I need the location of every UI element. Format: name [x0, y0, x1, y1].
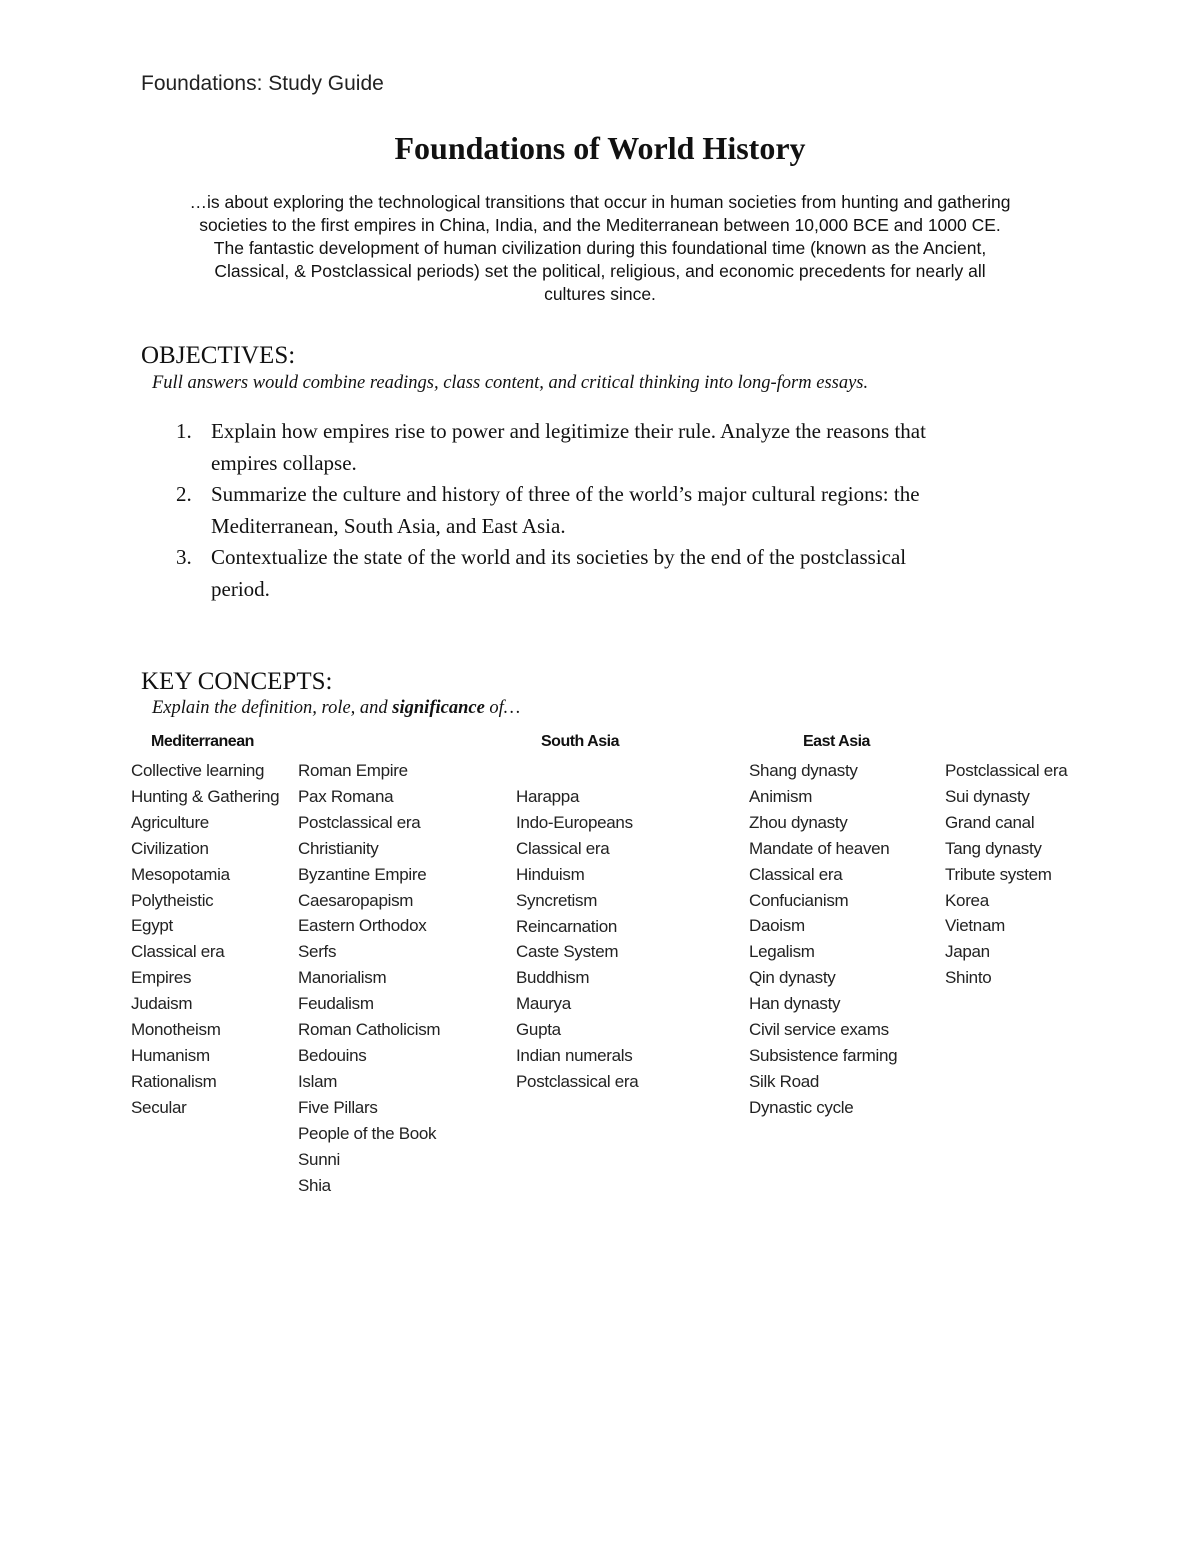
concept-item: Buddhism — [516, 968, 590, 988]
concept-item: Islam — [298, 1071, 338, 1091]
concept-item: Subsistence farming — [749, 1045, 898, 1065]
concept-item: Five Pillars — [298, 1097, 378, 1117]
concept-item: Judaism — [131, 994, 193, 1014]
concept-item: Pax Romana — [298, 786, 394, 806]
region-heading-south-asia: South Asia — [541, 733, 619, 750]
concept-item: Secular — [131, 1097, 187, 1117]
concept-item: Byzantine Empire — [298, 864, 427, 884]
concept-column-mediterranean-2 — [298, 758, 440, 1198]
concept-item: Collective learning — [131, 761, 265, 780]
intro-line: …is about exploring the technological transitions that occur in human societies from hunting and gathering — [189, 192, 1011, 212]
concept-item: Empires — [131, 968, 192, 988]
concept-item: People of the Book — [298, 1123, 437, 1143]
concept-item: Shia — [298, 1175, 331, 1195]
concept-item: Syncretism — [516, 890, 598, 910]
concept-item: Hinduism — [516, 864, 585, 884]
concept-item: Animism — [749, 786, 813, 806]
concept-item: Caesaropapism — [298, 890, 414, 910]
concept-item: Indian numerals — [516, 1046, 633, 1066]
page-title: Foundations of World History — [394, 130, 806, 166]
concept-item: Confucianism — [749, 890, 849, 910]
concept-item: Classical era — [749, 864, 843, 884]
concept-item: Civil service exams — [749, 1020, 889, 1040]
concept-item: Classical era — [516, 838, 610, 858]
intro-line: societies to the first empires in China, India, and the Mediterranean between 10,000 BCE and 1000 CE. — [199, 215, 1001, 235]
intro-line: The fantastic development of human civilization during this foundational time (known as the Ancient, — [213, 238, 987, 258]
concept-column-east-asia-2 — [945, 758, 1067, 991]
objective-text: Mediterranean, South Asia, and East Asia. — [211, 513, 566, 538]
concept-item: Sui dynasty — [945, 786, 1030, 806]
concept-item: Serfs — [298, 942, 337, 962]
concept-column-south-asia — [516, 784, 638, 1095]
concept-item: Postclassical era — [945, 761, 1068, 780]
concept-item: Tang dynasty — [945, 838, 1042, 858]
region-heading-east-asia: East Asia — [803, 733, 870, 750]
concept-item: Han dynasty — [749, 994, 841, 1014]
note-text: Explain the definition, role, and — [152, 698, 393, 718]
concept-item: Manorialism — [298, 968, 387, 988]
concept-item: Agriculture — [131, 812, 209, 832]
concept-item: Bedouins — [298, 1045, 367, 1065]
concept-item: Sunni — [298, 1149, 340, 1169]
concept-column-east-asia-1 — [749, 758, 897, 1121]
intro-line: Classical, & Postclassical periods) set the political, religious, and economic precedents for nearly all — [214, 261, 986, 281]
concept-item: Egypt — [131, 916, 173, 936]
concept-item: Vietnam — [945, 916, 1005, 936]
concept-item: Zhou dynasty — [749, 812, 848, 832]
objective-text: Explain how empires rise to power and legitimize their rule. Analyze the reasons that — [211, 419, 926, 443]
concept-item: Daoism — [749, 916, 805, 936]
document-header: Foundations: Study Guide — [141, 72, 384, 95]
objective-number: 1. — [176, 419, 192, 443]
concept-item: Postclassical era — [516, 1071, 639, 1091]
concept-item: Tribute system — [945, 864, 1052, 884]
concept-item: Feudalism — [298, 994, 374, 1014]
concept-item: Shang dynasty — [749, 761, 858, 780]
objectives-note: Full answers would combine readings, class content, and critical thinking into long-form essays. — [152, 373, 869, 393]
concept-item: Mesopotamia — [131, 864, 230, 884]
concept-item: Rationalism — [131, 1071, 217, 1091]
concept-item: Classical era — [131, 942, 225, 962]
concept-item: Roman Catholicism — [298, 1020, 441, 1040]
concept-item: Shinto — [945, 968, 992, 988]
objective-text: empires collapse. — [211, 450, 357, 475]
concept-item: Legalism — [749, 942, 815, 962]
concept-item: Roman Empire — [298, 761, 408, 780]
concept-item: Humanism — [131, 1045, 210, 1065]
concept-item: Grand canal — [945, 812, 1035, 832]
concept-item: Japan — [945, 942, 990, 962]
intro-line: cultures since. — [544, 284, 656, 304]
objective-number: 3. — [176, 545, 192, 569]
concept-item: Civilization — [131, 838, 209, 858]
concept-column-mediterranean-1 — [131, 758, 279, 1121]
concept-item: Maurya — [516, 994, 571, 1014]
intro-paragraph — [140, 191, 1060, 306]
concept-item: Silk Road — [749, 1071, 820, 1091]
concept-item: Eastern Orthodox — [298, 916, 427, 936]
objective-text: Contextualize the state of the world and its societies by the end of the postclassical — [211, 545, 907, 569]
objective-text: period. — [211, 576, 270, 601]
objective-number: 2. — [176, 482, 192, 506]
objective-item — [176, 542, 1036, 605]
key-concepts-heading: KEY CONCEPTS: — [141, 668, 333, 695]
concept-item: Polytheistic — [131, 890, 214, 910]
concept-item: Dynastic cycle — [749, 1097, 854, 1117]
objective-item — [176, 416, 1036, 479]
concept-item: Caste System — [516, 942, 619, 962]
objectives-list — [176, 416, 1036, 605]
key-concepts-note — [152, 698, 520, 719]
concept-item: Korea — [945, 890, 989, 910]
concept-item: Hunting & Gathering — [131, 786, 280, 806]
concept-item: Mandate of heaven — [749, 838, 890, 858]
objectives-heading: OBJECTIVES: — [141, 342, 296, 369]
concept-item: Reincarnation — [516, 916, 617, 936]
note-emphasis: significance — [392, 698, 485, 718]
concept-item: Qin dynasty — [749, 968, 836, 988]
concept-item: Postclassical era — [298, 812, 421, 832]
note-text: of… — [484, 698, 521, 718]
concept-item: Harappa — [516, 787, 580, 806]
concept-item: Gupta — [516, 1020, 561, 1040]
concept-item: Monotheism — [131, 1020, 221, 1040]
concept-item: Christianity — [298, 838, 379, 858]
concept-item: Indo-Europeans — [516, 812, 633, 832]
objective-item — [176, 479, 1036, 542]
region-heading-mediterranean: Mediterranean — [151, 733, 254, 750]
objective-text: Summarize the culture and history of three of the world’s major cultural regions: the — [211, 482, 920, 506]
